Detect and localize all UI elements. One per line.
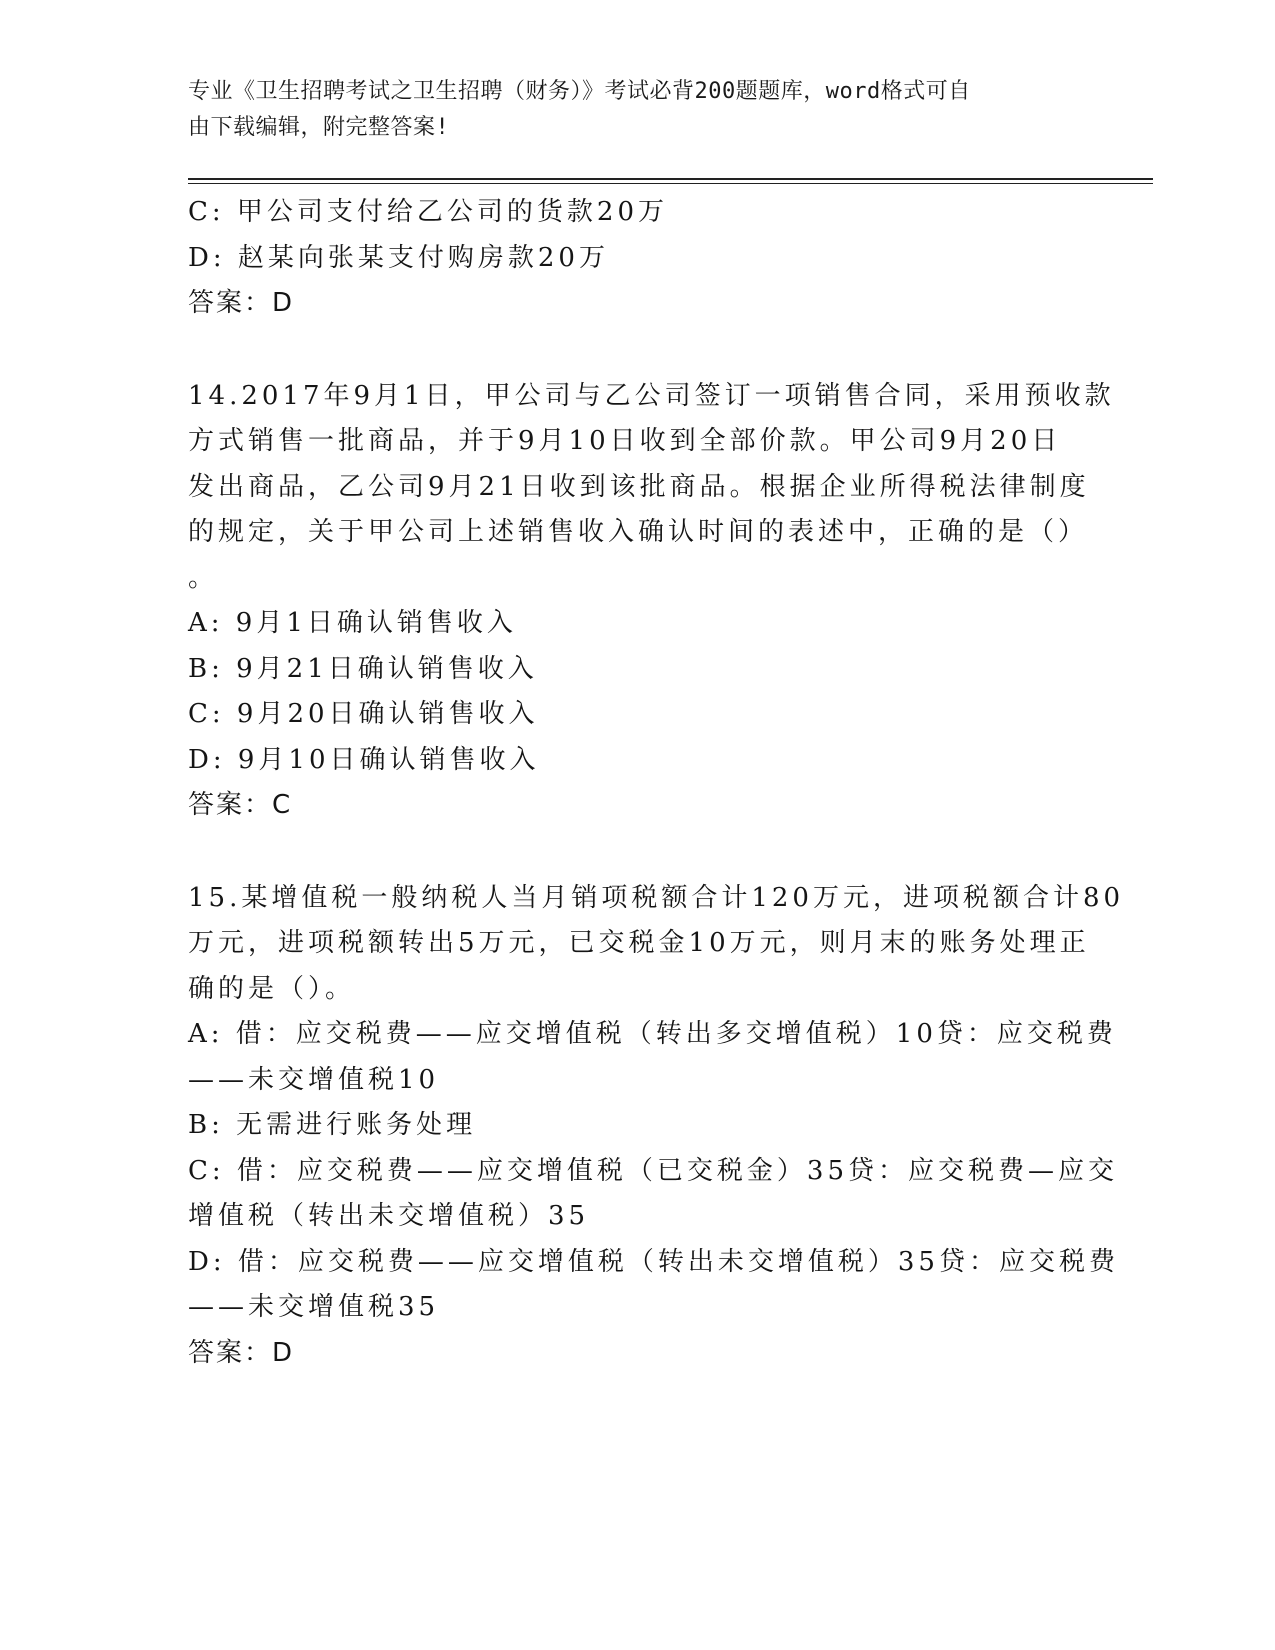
q15-option-d-cont: ——未交增值税35 [188,1292,440,1322]
q14-answer: 答案：C [188,790,293,820]
header-line-2: 由下载编辑，附完整答案! [188,115,450,140]
q15-stem-line: 确的是（）。 [188,973,356,1004]
q15-option-d: D: 借：应交税费——应交增值税（转出未交增值税）35贷：应交税费 [188,1246,1119,1277]
q15-option-a: A: 借：应交税费——应交增值税（转出多交增值税）10贷：应交税费 [188,1019,1117,1049]
q15-option-a-cont: ——未交增值税10 [188,1064,440,1095]
q13-option-d: D: 赵某向张某支付购房款20万 [188,242,609,273]
document-header [188,74,1068,146]
q14-option-c: C: 9月20日确认销售收入 [188,699,539,729]
q14-stem-line: 发出商品，乙公司9月21日收到该批商品。根据企业所得税法律制度 [188,471,1090,502]
q15-option-c: C: 借：应交税费——应交增值税（已交税金）35贷：应交税费—应交 [188,1155,1119,1186]
q14-stem-line: 方式销售一批商品，并于9月10日收到全部价款。甲公司9月20日 [188,426,1062,456]
q13-option-c: C: 甲公司支付给乙公司的货款20万 [188,197,669,227]
q14-stem-line: 。 [188,562,219,593]
question-content [188,190,1125,1376]
q15-stem-line: 15.某增值税一般纳税人当月销项税额合计120万元，进项税额合计80 [188,882,1125,913]
q14-option-b: B: 9月21日确认销售收入 [188,653,538,684]
header-divider-thin [188,183,1153,184]
header-divider-thick [188,178,1153,180]
q15-answer: 答案：D [188,1337,295,1368]
q15-option-c-cont: 增值税（转出未交增值税）35 [188,1201,590,1231]
q14-stem-line: 14.2017年9月1日，甲公司与乙公司签订一项销售合同，采用预收款 [188,380,1115,411]
q15-stem-line: 万元，进项税额转出5万元，已交税金10万元，则月末的账务处理正 [188,928,1090,958]
q14-option-a: A: 9月1日确认销售收入 [188,608,517,638]
q14-stem-line: 的规定，关于甲公司上述销售收入确认时间的表述中，正确的是（） [188,517,1089,547]
q13-answer: 答案：D [188,288,295,318]
q15-option-b: B: 无需进行账务处理 [188,1110,477,1140]
header-line-1: 专业《卫生招聘考试之卫生招聘（财务）》考试必背200题题库，word格式可自 [188,79,971,104]
q14-option-d: D: 9月10日确认销售收入 [188,744,540,775]
